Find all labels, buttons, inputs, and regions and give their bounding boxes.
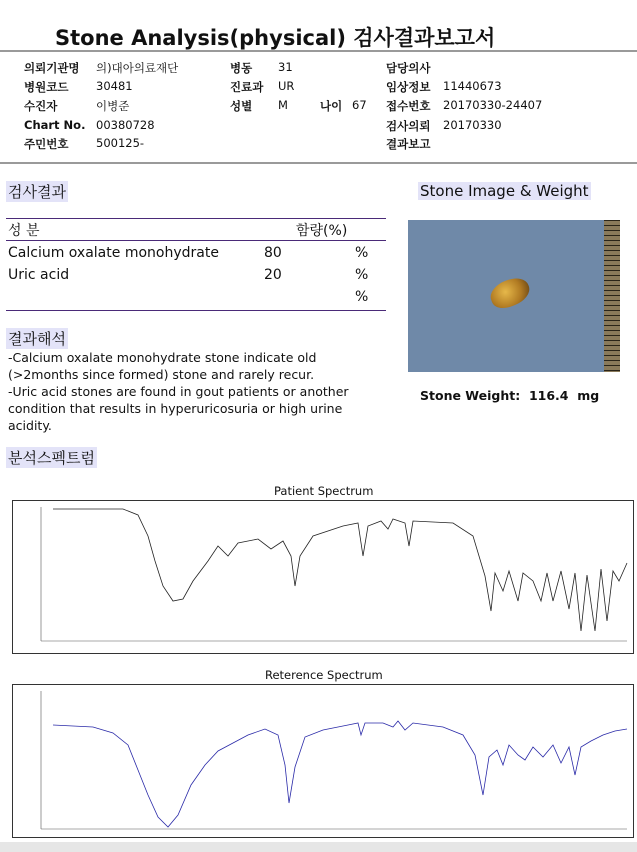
info-value-ward: 31 <box>278 60 293 74</box>
info-value-patient: 이병준 <box>96 99 130 113</box>
results-bottom-rule <box>6 310 386 311</box>
reference-spectrum-panel <box>12 684 634 838</box>
info-value-department: UR <box>278 79 295 93</box>
header-bottom-rule <box>0 162 637 164</box>
results-col-component: 성 분 <box>8 223 40 239</box>
result-row-name: Uric acid <box>8 267 70 283</box>
stone-photo <box>408 220 620 372</box>
info-value-sex: M <box>278 98 288 112</box>
interpretation-text <box>8 349 380 434</box>
result-row-name: Calcium oxalate monohydrate <box>8 245 219 261</box>
spectrum-heading: 분석스펙트럼 <box>8 449 95 467</box>
info-label-age: 나이 <box>320 99 343 113</box>
stone-weight <box>420 388 599 403</box>
patient-spectrum-panel <box>12 500 634 654</box>
info-label-request-date: 검사의뢰 <box>386 119 431 133</box>
reference-spectrum-plot <box>13 685 633 837</box>
info-value-chart-no: 00380728 <box>96 118 155 132</box>
ruler-scale <box>604 220 620 372</box>
interpretation-line: condition that results in hyperuricosuria or high urine <box>8 401 343 416</box>
results-heading: 검사결과 <box>8 183 66 201</box>
results-header-rule <box>6 240 386 241</box>
info-value-institution: 의)대아의료재단 <box>96 61 179 75</box>
interpretation-line: -Uric acid stones are found in gout patients or another <box>8 384 349 399</box>
result-row-unit: % <box>355 289 369 305</box>
info-label-sex: 성별 <box>230 99 253 113</box>
info-label-resident-no: 주민번호 <box>24 137 69 151</box>
info-label-report-date: 결과보고 <box>386 137 431 151</box>
info-value-receipt-no: 20170330-24407 <box>443 98 543 112</box>
info-label-ward: 병동 <box>230 61 253 75</box>
patient-spectrum-plot <box>13 501 633 653</box>
stone-weight-label: Stone Weight: <box>420 388 521 403</box>
interpretation-line: acidity. <box>8 418 52 433</box>
info-label-patient: 수진자 <box>24 99 58 113</box>
interpretation-heading: 결과해석 <box>8 330 66 348</box>
info-value-request-date: 20170330 <box>443 118 502 132</box>
info-label-clinical-info: 임상정보 <box>386 80 431 94</box>
header-top-rule <box>0 50 637 52</box>
results-col-content: 함량(%) <box>296 223 348 239</box>
stone-heading: Stone Image & Weight <box>420 182 589 200</box>
result-row-unit: % <box>355 245 369 261</box>
info-label-hospital-code: 병원코드 <box>24 80 69 94</box>
stone-weight-value: 116.4 <box>528 388 569 403</box>
stone-specimen <box>487 274 533 312</box>
interpretation-line: -Calcium oxalate monohydrate stone indicate old <box>8 350 317 365</box>
result-row-unit: % <box>355 267 369 283</box>
info-value-resident-no: 500125- <box>96 136 145 150</box>
report-title: Stone Analysis(physical) 검사결과보고서 <box>55 26 496 50</box>
interpretation-line: (>2months since formed) stone and rarely recur. <box>8 367 315 382</box>
patient-spectrum-title: Patient Spectrum <box>274 484 374 498</box>
result-row-value: 20 <box>264 267 282 283</box>
reference-spectrum-title: Reterence Spectrum <box>265 668 383 682</box>
results-top-rule <box>6 218 386 219</box>
info-value-hospital-code: 30481 <box>96 79 133 93</box>
info-label-chart-no: Chart No. <box>24 118 86 132</box>
info-value-age: 67 <box>352 98 367 112</box>
info-label-doctor: 담당의사 <box>386 61 431 75</box>
stone-weight-unit: mg <box>577 388 600 403</box>
result-row-value: 80 <box>264 245 282 261</box>
footer-bar <box>0 842 637 852</box>
info-label-receipt-no: 접수번호 <box>386 99 431 113</box>
info-label-department: 진료과 <box>230 80 264 94</box>
info-value-clinical-info: 11440673 <box>443 79 502 93</box>
info-label-institution: 의뢰기관명 <box>24 61 80 75</box>
